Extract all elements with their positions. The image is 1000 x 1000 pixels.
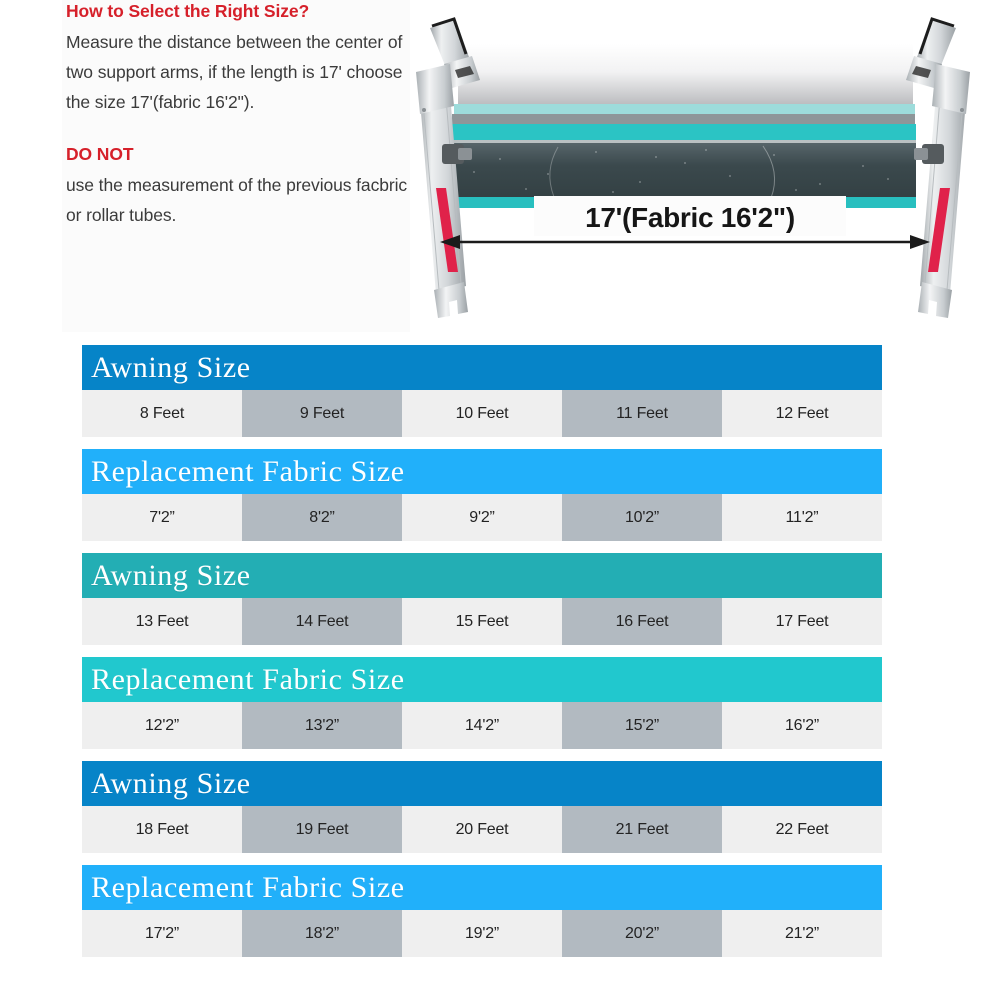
size-table-section	[82, 865, 882, 957]
section-header-label: Awning Size	[91, 766, 251, 800]
table-row	[82, 910, 882, 957]
table-cell: 22 Feet	[722, 806, 882, 853]
section-header-bar	[82, 865, 882, 910]
table-cell: 15'2”	[562, 702, 722, 749]
table-cell: 13 Feet	[82, 598, 242, 645]
table-cell: 12 Feet	[722, 390, 882, 437]
table-cell: 12'2”	[82, 702, 242, 749]
section-spacer	[82, 437, 882, 449]
size-tables	[82, 345, 882, 957]
section-header-label: Replacement Fabric Size	[91, 454, 405, 488]
intro-section	[0, 0, 1000, 338]
table-cell: 7'2”	[82, 494, 242, 541]
table-cell: 11'2”	[722, 494, 882, 541]
table-cell: 14 Feet	[242, 598, 402, 645]
section-header-bar	[82, 553, 882, 598]
dimension-label-group	[534, 196, 846, 236]
section-header-bar	[82, 449, 882, 494]
table-cell: 20 Feet	[402, 806, 562, 853]
table-cell: 9'2”	[402, 494, 562, 541]
section-header-bar	[82, 345, 882, 390]
table-cell: 16 Feet	[562, 598, 722, 645]
svg-text:17'(Fabric 16'2"): 17'(Fabric 16'2")	[585, 202, 795, 233]
section-header-label: Replacement Fabric Size	[91, 870, 405, 904]
table-cell: 8'2”	[242, 494, 402, 541]
table-cell: 16'2”	[722, 702, 882, 749]
table-cell: 17'2”	[82, 910, 242, 957]
section-spacer	[82, 853, 882, 865]
table-row	[82, 390, 882, 437]
section-spacer	[82, 541, 882, 553]
table-cell: 19'2”	[402, 910, 562, 957]
table-cell: 18'2”	[242, 910, 402, 957]
size-table-section	[82, 449, 882, 541]
table-cell: 18 Feet	[82, 806, 242, 853]
section-header-label: Replacement Fabric Size	[91, 662, 405, 696]
table-cell: 8 Feet	[82, 390, 242, 437]
table-cell: 10'2”	[562, 494, 722, 541]
table-row	[82, 494, 882, 541]
table-cell: 13'2”	[242, 702, 402, 749]
table-cell: 11 Feet	[562, 390, 722, 437]
awning-illustration	[408, 14, 978, 324]
section-header-label: Awning Size	[91, 558, 251, 592]
table-cell: 15 Feet	[402, 598, 562, 645]
table-cell: 14'2”	[402, 702, 562, 749]
table-cell: 20'2”	[562, 910, 722, 957]
spacer	[66, 117, 426, 143]
table-cell: 17 Feet	[722, 598, 882, 645]
intro-heading: How to Select the Right Size?	[66, 1, 310, 21]
size-table-section	[82, 345, 882, 437]
size-table-section	[82, 553, 882, 645]
intro-copy	[66, 0, 426, 230]
section-header-bar	[82, 761, 882, 806]
table-row	[82, 806, 882, 853]
table-row	[82, 598, 882, 645]
table-cell: 21 Feet	[562, 806, 722, 853]
table-cell: 19 Feet	[242, 806, 402, 853]
section-spacer	[82, 749, 882, 761]
table-row	[82, 702, 882, 749]
table-cell: 10 Feet	[402, 390, 562, 437]
section-spacer	[82, 645, 882, 657]
table-cell: 9 Feet	[242, 390, 402, 437]
size-table-section	[82, 761, 882, 853]
warning-heading: DO NOT	[66, 144, 134, 164]
warning-body: use the measurement of the previous facbric or rollar tubes.	[66, 175, 408, 225]
table-cell: 21'2”	[722, 910, 882, 957]
section-header-label: Awning Size	[91, 350, 251, 384]
dimension-arrow	[440, 235, 930, 249]
section-header-bar	[82, 657, 882, 702]
size-table-section	[82, 657, 882, 749]
intro-body: Measure the distance between the center of two support arms, if the length is 17' choose the size 17'(fabric 16'2").	[66, 32, 403, 112]
awning-fabric-roll	[446, 44, 916, 208]
